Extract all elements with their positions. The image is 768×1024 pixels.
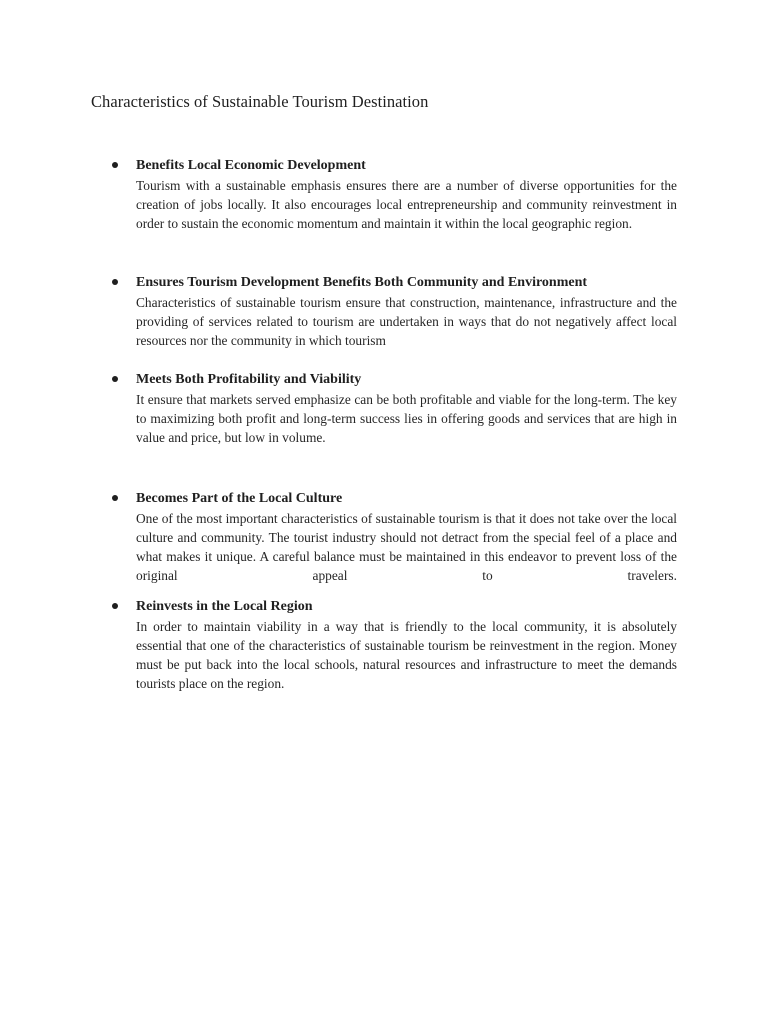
bullet-icon — [112, 495, 118, 501]
section-body: It ensure that markets served emphasize can be both profitable and viable for the long-term. The key to maximizing both profit and long-term success lies in offering goods and services that are high in value and price, but low in volume. — [136, 392, 677, 446]
bullet-icon — [112, 603, 118, 609]
section-heading: Becomes Part of the Local Culture — [136, 491, 343, 506]
section-body: In order to maintain viability in a way that is friendly to the local community, it is absolutely essential that one of the characteristics of sustainable tourism be reinvestment in the region. Money must be put back into the local schools, natural resources and infrastructure to meet the demands tourists place on the region. — [136, 619, 677, 692]
bullet-icon — [112, 162, 118, 168]
section-heading: Ensures Tourism Development Benefits Both Community and Environment — [136, 275, 588, 290]
section-body: Characteristics of sustainable tourism ensure that construction, maintenance, infrastructure and the providing of services related to tourism are undertaken in ways that do not negatively affect local resources nor the community in which tourism — [136, 295, 677, 349]
section-heading: Reinvests in the Local Region — [136, 599, 313, 614]
section-body: One of the most important characteristics of sustainable tourism is that it does not take over the local culture and community. The tourist industry should not detract from the special feel of a place and what makes it unique. A careful balance must be maintained in this endeavor to prevent loss of the original appeal to travelers. — [136, 511, 677, 584]
section-heading: Meets Both Profitability and Viability — [136, 372, 362, 387]
section-body: Tourism with a sustainable emphasis ensures there are a number of diverse opportunities for the creation of jobs locally. It also encourages local entrepreneurship and community reinvestment in order to sustain the economic momentum and maintain it within the local geographic region. — [136, 178, 677, 232]
section-heading: Benefits Local Economic Development — [136, 158, 366, 173]
bullet-icon — [112, 279, 118, 285]
document-title: Characteristics of Sustainable Tourism Destination — [91, 92, 429, 111]
bullet-icon — [112, 376, 118, 382]
